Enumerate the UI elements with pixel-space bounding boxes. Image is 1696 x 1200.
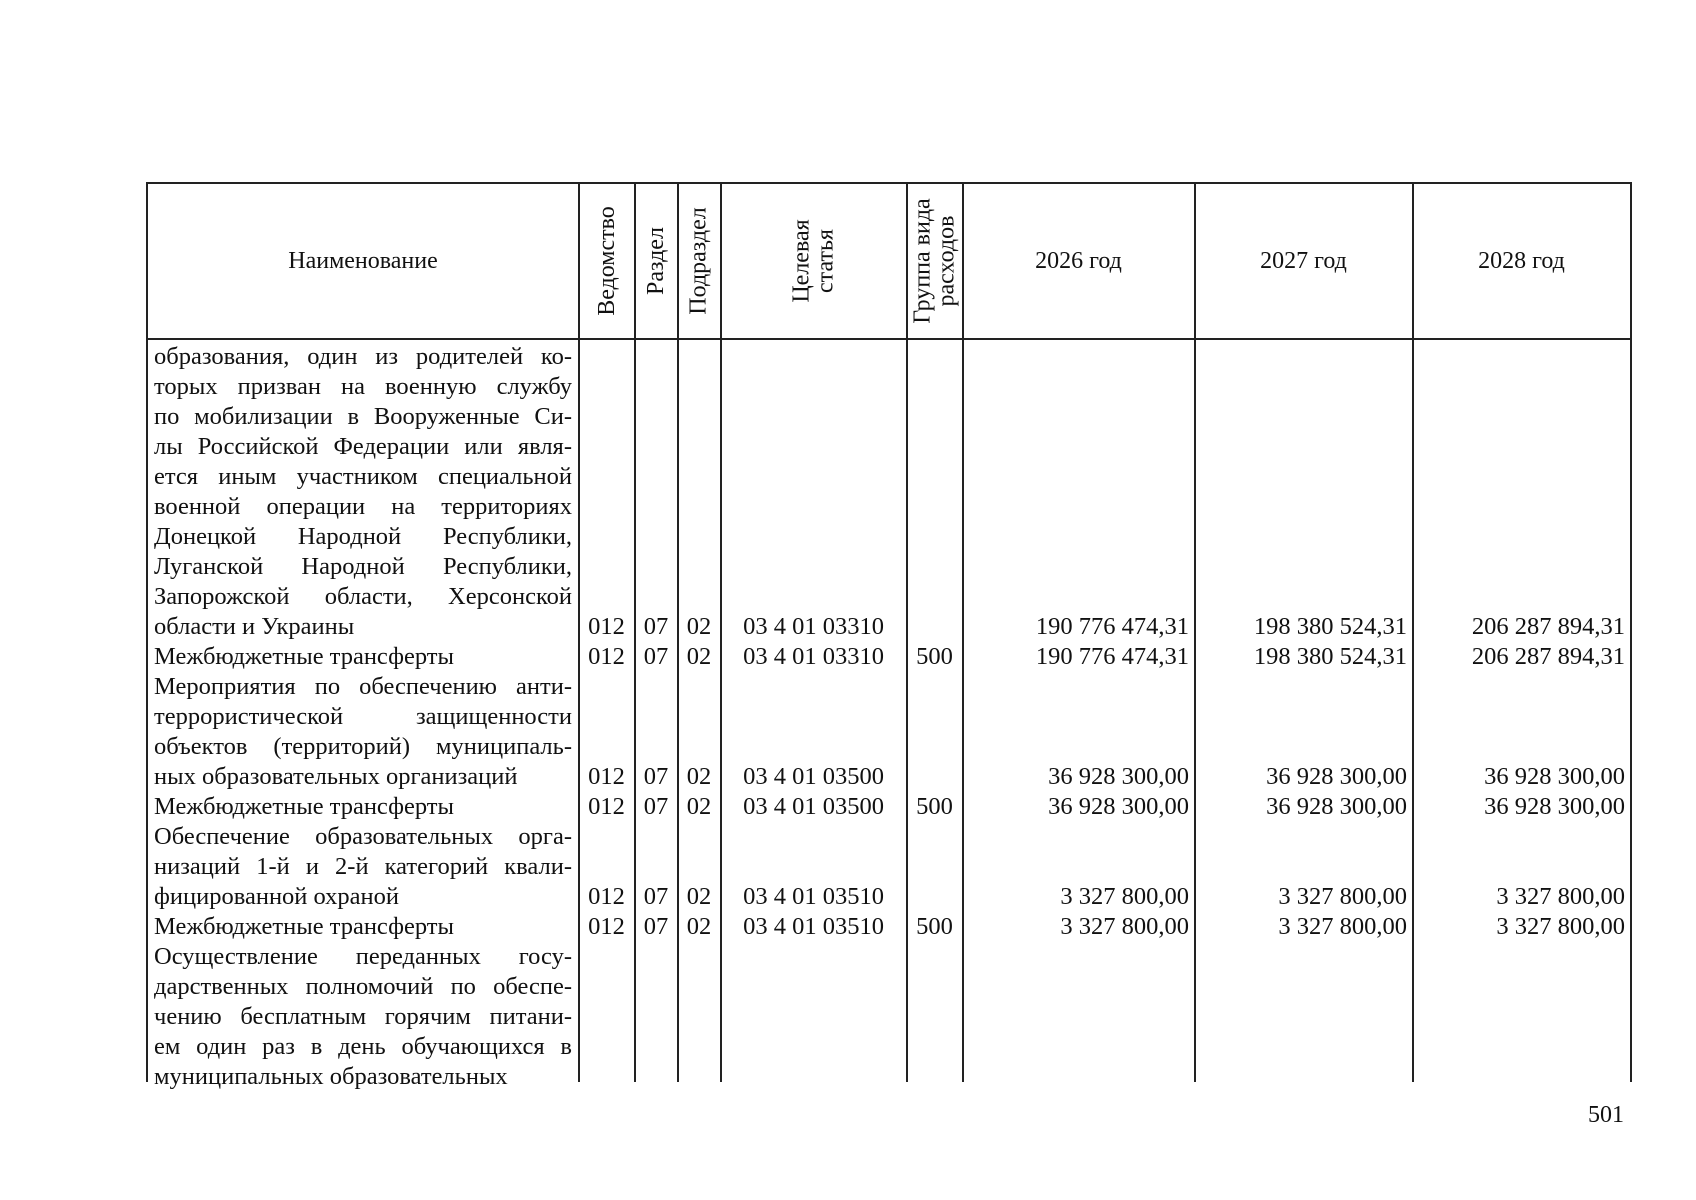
cell-subsection: 02	[686, 793, 712, 820]
row-name-line: чению бесплатным горячим питани-	[154, 1003, 572, 1030]
cell-group: 500	[916, 643, 953, 670]
cell-target: 03 4 01 03500	[743, 763, 884, 790]
row-name-line: Мероприятия по обеспечению анти-	[154, 673, 572, 700]
header-2027	[1195, 184, 1412, 338]
row-name-line: Межбюджетные трансферты	[154, 793, 454, 820]
cell-y2028: 36 928 300,00	[1484, 763, 1625, 790]
cell-target: 03 4 01 03510	[743, 913, 884, 940]
row-name-line: Межбюджетные трансферты	[154, 643, 454, 670]
header-name	[148, 184, 578, 338]
cell-target: 03 4 01 03310	[743, 643, 884, 670]
row-name-line: низаций 1-й и 2-й категорий квали-	[154, 853, 572, 880]
cell-subsection: 02	[686, 913, 712, 940]
row-name-line: дарственных полномочий по обеспе-	[154, 973, 572, 1000]
cell-y2027: 36 928 300,00	[1266, 793, 1407, 820]
table-row	[148, 672, 1630, 792]
header-subsection	[678, 184, 720, 338]
budget-table	[146, 182, 1632, 1090]
header-section	[635, 184, 677, 338]
cell-target: 03 4 01 03310	[743, 613, 884, 640]
header-dept	[579, 184, 634, 338]
cell-y2026: 36 928 300,00	[1048, 763, 1189, 790]
header-2027-label: 2027 год	[1260, 248, 1347, 274]
header-section-label: Раздел	[643, 227, 670, 295]
cell-section: 07	[643, 763, 669, 790]
row-name-line: объектов (территорий) муниципаль-	[154, 733, 572, 760]
header-group-label	[911, 198, 959, 323]
cell-y2026: 36 928 300,00	[1048, 793, 1189, 820]
row-name-line: Межбюджетные трансферты	[154, 913, 454, 940]
table-row	[148, 792, 1630, 822]
row-name-line: по мобилизации в Вооруженные Си-	[154, 403, 572, 430]
header-2026	[963, 184, 1194, 338]
cell-y2027: 3 327 800,00	[1278, 913, 1407, 940]
cell-subsection: 02	[686, 613, 712, 640]
cell-y2028: 36 928 300,00	[1484, 793, 1625, 820]
header-group-line: Группа вида	[909, 198, 936, 324]
table-row	[148, 342, 1630, 642]
row-name-line: военной операции на территориях	[154, 493, 572, 520]
cell-dept: 012	[588, 763, 625, 790]
table-row	[148, 942, 1630, 1092]
header-target-label	[789, 219, 837, 302]
cell-y2026: 190 776 474,31	[1035, 643, 1189, 670]
cell-subsection: 02	[686, 643, 712, 670]
cell-section: 07	[643, 913, 669, 940]
header-2028-label: 2028 год	[1478, 248, 1565, 274]
row-name-line: ных образовательных организаций	[154, 763, 518, 790]
cell-subsection: 02	[686, 763, 712, 790]
row-name-line: торых призван на военную службу	[154, 373, 572, 400]
header-divider	[148, 338, 1630, 340]
header-name-label: Наименование	[288, 248, 438, 274]
header-2026-label: 2026 год	[1035, 248, 1122, 274]
cell-section: 07	[643, 643, 669, 670]
cell-y2028: 206 287 894,31	[1471, 613, 1625, 640]
cell-target: 03 4 01 03510	[743, 883, 884, 910]
row-name-line: лы Российской Федерации или явля-	[154, 433, 572, 460]
row-name-line: муниципальных образовательных	[154, 1063, 508, 1090]
cell-dept: 012	[588, 913, 625, 940]
cell-group: 500	[916, 793, 953, 820]
row-name	[148, 942, 1630, 1092]
row-name-line: Донецкой Народной Республики,	[154, 523, 572, 550]
header-target-line: Целевая	[788, 219, 815, 303]
header-dept-label: Ведомство	[593, 206, 620, 316]
cell-y2027: 198 380 524,31	[1253, 643, 1407, 670]
table-row	[148, 822, 1630, 912]
cell-y2028: 206 287 894,31	[1471, 643, 1625, 670]
row-name-line: террористической защищенности	[154, 703, 572, 730]
cell-target: 03 4 01 03500	[743, 793, 884, 820]
row-name	[148, 342, 1630, 642]
cell-y2028: 3 327 800,00	[1496, 913, 1625, 940]
cell-subsection: 02	[686, 883, 712, 910]
row-name-line: ется иным участником специальной	[154, 463, 572, 490]
page-number: 501	[1588, 1102, 1624, 1128]
cell-y2027: 3 327 800,00	[1278, 883, 1407, 910]
cell-dept: 012	[588, 643, 625, 670]
row-name-line: Запорожской области, Херсонской	[154, 583, 572, 610]
cell-section: 07	[643, 883, 669, 910]
cell-y2027: 36 928 300,00	[1266, 763, 1407, 790]
cell-dept: 012	[588, 613, 625, 640]
cell-y2026: 3 327 800,00	[1060, 913, 1189, 940]
cell-y2026: 190 776 474,31	[1035, 613, 1189, 640]
table-row	[148, 912, 1630, 942]
cell-y2027: 198 380 524,31	[1253, 613, 1407, 640]
row-name-line: фицированной охраной	[154, 883, 400, 910]
cell-group: 500	[916, 913, 953, 940]
row-name-line: ем один раз в день обучающихся в	[154, 1033, 572, 1060]
row-name-line: образования, один из родителей ко-	[154, 343, 572, 370]
row-name-line: Луганской Народной Республики,	[154, 553, 572, 580]
row-name-line: Обеспечение образовательных орга-	[154, 823, 572, 850]
cell-y2028: 3 327 800,00	[1496, 883, 1625, 910]
cell-dept: 012	[588, 793, 625, 820]
cell-section: 07	[643, 613, 669, 640]
header-target-line: статья	[812, 229, 839, 293]
header-2028	[1413, 184, 1630, 338]
header-subsection-label: Подраздел	[686, 207, 713, 315]
header-group	[907, 184, 962, 338]
header-group-line: расходов	[933, 215, 960, 307]
cell-section: 07	[643, 793, 669, 820]
cell-y2026: 3 327 800,00	[1060, 883, 1189, 910]
row-name-line: Осуществление переданных госу-	[154, 943, 572, 970]
cell-dept: 012	[588, 883, 625, 910]
row-name-line: области и Украины	[154, 613, 355, 640]
header-target	[721, 184, 906, 338]
table-row	[148, 642, 1630, 672]
